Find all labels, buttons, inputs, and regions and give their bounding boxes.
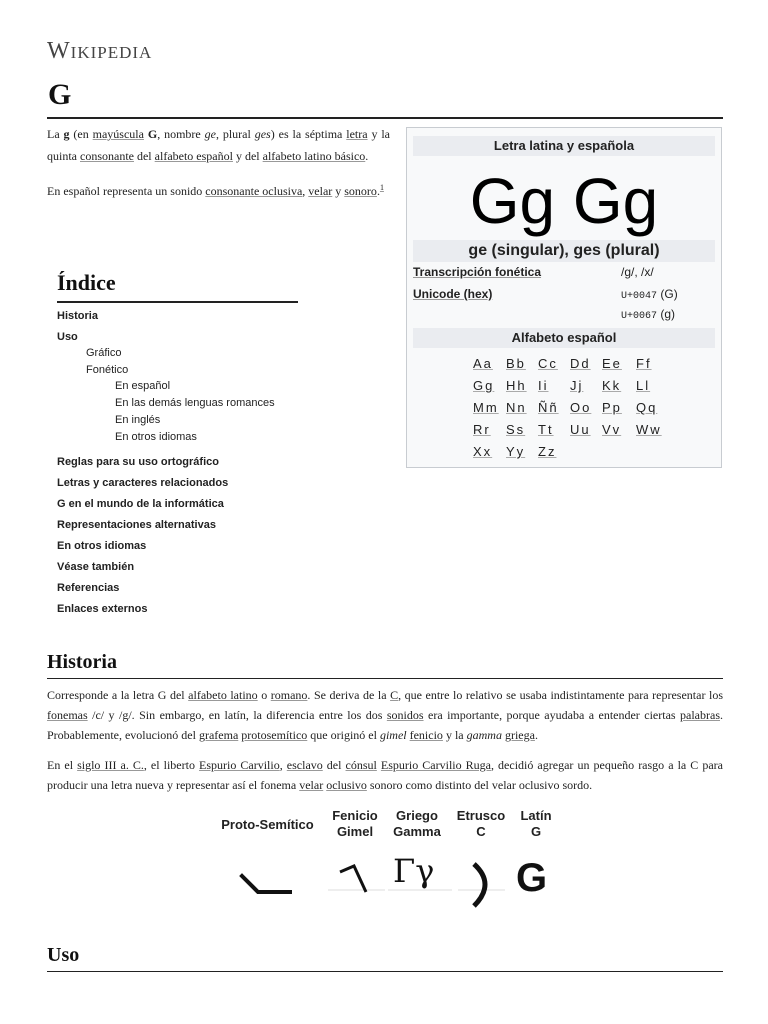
- infobox: Letra latina y española Gg Gg ge (singular), ges (plural) Transcripción fonética /g/, /x/ Unicode (hex) U+0047 (G) U+0067 (g) Alfabeto español Aa Bb Cc Dd Ee Ff Gg Hh Ii Jj Kk Ll Mm Nn Ññ Oo Pp Qq Rr Ss Tt Uu Vv Ww Xx Yy Zz: [406, 127, 722, 468]
- alphabet-header[interactable]: Alfabeto español: [413, 328, 715, 348]
- link-letra[interactable]: letra: [346, 127, 368, 141]
- toc-item[interactable]: Fonético: [86, 364, 129, 376]
- toc-item[interactable]: G en el mundo de la informática: [57, 498, 224, 510]
- intro-paragraph-2: En español representa un sonido consonante oclusiva, velar y sonoro.$^1$: [47, 183, 384, 198]
- intro-paragraph-1: La g (en mayúscula G, nombre ge, plural ges) es la séptima letra y la quinta consonante del alfabeto español y del alfabeto latino básico.: [47, 127, 391, 163]
- link-velar[interactable]: velar: [308, 184, 333, 198]
- link-consonante[interactable]: consonante: [80, 149, 134, 163]
- alphabet-letter-Ll[interactable]: Ll: [636, 378, 651, 393]
- alphabet-letter-Oo[interactable]: Oo: [570, 400, 592, 415]
- toc-item[interactable]: Gráfico: [86, 347, 122, 359]
- alphabet-letter-Nn[interactable]: Nn: [506, 400, 527, 415]
- link-consul[interactable]: cónsul: [345, 758, 377, 772]
- toc-item[interactable]: En español: [115, 380, 171, 392]
- alphabet-letter-Gg[interactable]: Gg: [473, 378, 495, 393]
- alphabet-letter-Zz[interactable]: Zz: [538, 444, 557, 459]
- infobox-header: Letra latina y española: [413, 136, 715, 156]
- alphabet-letter-Bb[interactable]: Bb: [506, 356, 526, 371]
- evolution-header-latin: Latín G: [520, 808, 552, 839]
- alphabet-letter-Ww[interactable]: Ww: [636, 422, 662, 437]
- alphabet-letter-Uu[interactable]: Uu: [570, 422, 591, 437]
- evolution-header-protosemitico: Proto-Semítico: [221, 817, 314, 832]
- toc-item[interactable]: Referencias: [57, 582, 120, 594]
- infobox-row-unicode: Unicode (hex) U+0047 (G): [413, 287, 678, 302]
- wikipedia-logo[interactable]: Wikipedia: [47, 38, 153, 64]
- alphabet-letter-Jj[interactable]: Jj: [570, 378, 584, 393]
- link-fenicio[interactable]: fenicio: [409, 728, 443, 742]
- link-espurio-carvilio[interactable]: Espurio Carvilio: [199, 758, 280, 772]
- link-esclavo[interactable]: esclavo: [286, 758, 323, 772]
- link-palabras[interactable]: palabras: [680, 708, 720, 722]
- link-velar-2[interactable]: velar: [299, 778, 324, 792]
- link-sonidos[interactable]: sonidos: [386, 708, 424, 722]
- alphabet-letter-Ss[interactable]: Ss: [506, 422, 526, 437]
- link-espurio-carvilio-ruga[interactable]: Espurio Carvilio Ruga: [380, 758, 492, 772]
- section-heading-uso: Uso: [47, 944, 80, 966]
- toc-item[interactable]: Representaciones alternativas: [57, 519, 216, 531]
- uso-divider: [47, 971, 723, 972]
- toc-item[interactable]: En inglés: [115, 414, 161, 426]
- link-alfabeto-espanol[interactable]: alfabeto español: [154, 149, 233, 163]
- link-c[interactable]: C: [390, 688, 399, 702]
- alphabet-letter-Ee[interactable]: Ee: [602, 356, 622, 371]
- evolution-header-fenicio: Fenicio Gimel: [332, 808, 378, 839]
- intro-text: [47, 123, 390, 202]
- alphabet-letter-Kk[interactable]: Kk: [602, 378, 622, 393]
- link-oclusivo[interactable]: oclusivo: [326, 778, 367, 792]
- alphabet-letter-Tt[interactable]: Tt: [538, 422, 554, 437]
- toc-item[interactable]: Enlaces externos: [57, 603, 148, 615]
- section-heading-historia: Historia: [47, 651, 117, 673]
- link-alfabeto-latino-basico[interactable]: alfabeto latino básico: [262, 149, 366, 163]
- toc-item[interactable]: En otros idiomas: [57, 540, 147, 552]
- infobox-row-transcripcion: Transcripción fonética /g/, /x/: [413, 265, 654, 279]
- alphabet-letter-Aa[interactable]: Aa: [473, 356, 493, 371]
- etruscan-c-glyph-icon: [458, 864, 505, 906]
- latin-g-text: G: [516, 856, 548, 900]
- historia-paragraph-2: En el siglo III a. C., el liberto Espurio Carvilio, esclavo del cónsul Espurio Carvilio Ruga, decidió agregar un pequeño rasgo a la C para producir una letra nueva y representar así el fonema velar oclusivo sonoro como distinto del velar oclusivo sordo.: [47, 758, 724, 792]
- page-title: G: [48, 78, 72, 111]
- historia-paragraph-1: Corresponde a la letra G del alfabeto latino o romano. Se deriva de la C, que entre lo relativo se usaba indistintamente para representar los fonemas /c/ y /g/. Sin embargo, en latín, la diferencia entre los dos sonidos era importante, porque ayudaba a entender ciertas palabras. Probablemente, evolucionó del grafema protosemítico que originó el gimel fenicio y la gamma griega.: [47, 688, 724, 742]
- alphabet-letter-Cc[interactable]: Cc: [538, 356, 558, 371]
- phoenician-gimel-glyph-icon: [328, 866, 385, 892]
- toc-item[interactable]: Uso: [57, 331, 78, 343]
- alphabet-letter-Rr[interactable]: Rr: [473, 422, 491, 437]
- toc-item[interactable]: Véase también: [57, 561, 135, 573]
- greek-gamma-text: Γγ: [393, 852, 435, 890]
- alphabet-letter-Hh[interactable]: Hh: [506, 378, 527, 393]
- toc-item[interactable]: Reglas para su uso ortográfico: [57, 456, 219, 468]
- toc-item[interactable]: Historia: [57, 310, 98, 322]
- toc-item[interactable]: Letras y caracteres relacionados: [57, 477, 229, 489]
- alphabet-letter-Qq[interactable]: Qq: [636, 400, 658, 415]
- historia-divider: [47, 678, 723, 679]
- alphabet-letter-Pp[interactable]: Pp: [602, 400, 622, 415]
- alphabet-letter-Yy[interactable]: Yy: [506, 444, 526, 459]
- link-consonante-oclusiva[interactable]: consonante oclusiva: [205, 184, 303, 198]
- evolution-header-griego: Griego Gamma: [393, 808, 441, 839]
- link-romano[interactable]: romano: [270, 688, 308, 702]
- toc-item[interactable]: En las demás lenguas romances: [115, 397, 275, 409]
- infobox-subheader: ge (singular), ges (plural): [413, 240, 715, 262]
- toc-item[interactable]: En otros idiomas: [115, 431, 197, 443]
- link-siglo-iii[interactable]: siglo III a. C.: [77, 758, 144, 772]
- alphabet-letter-Ññ[interactable]: Ññ: [538, 400, 559, 415]
- alphabet-letter-Ff[interactable]: Ff: [636, 356, 652, 371]
- link-fonemas[interactable]: fonemas: [47, 708, 88, 722]
- reference-1[interactable]: 1: [379, 183, 384, 192]
- title-divider: [47, 117, 723, 119]
- toc-title: Índice: [57, 270, 116, 295]
- link-protosemitico[interactable]: protosemítico: [241, 728, 308, 742]
- alphabet-letter-Mm[interactable]: Mm: [473, 400, 499, 415]
- evolution-header-etrusco: Etrusco C: [456, 808, 506, 839]
- link-grafema[interactable]: grafema: [198, 728, 239, 742]
- infobox-letter-display: Gg Gg: [469, 165, 659, 237]
- alphabet-letter-Dd[interactable]: Dd: [570, 356, 591, 371]
- protosemitic-glyph-icon: [242, 876, 290, 892]
- link-sonoro[interactable]: sonoro: [344, 184, 377, 198]
- alphabet-letter-Vv[interactable]: Vv: [602, 422, 622, 437]
- link-alfabeto-latino[interactable]: alfabeto latino: [188, 688, 258, 702]
- alphabet-letter-Ii[interactable]: Ii: [538, 378, 549, 393]
- toc-divider: [57, 301, 298, 303]
- alphabet-letter-Xx[interactable]: Xx: [473, 444, 493, 459]
- link-griega[interactable]: griega: [504, 728, 535, 742]
- link-mayuscula[interactable]: mayúscula: [92, 127, 144, 141]
